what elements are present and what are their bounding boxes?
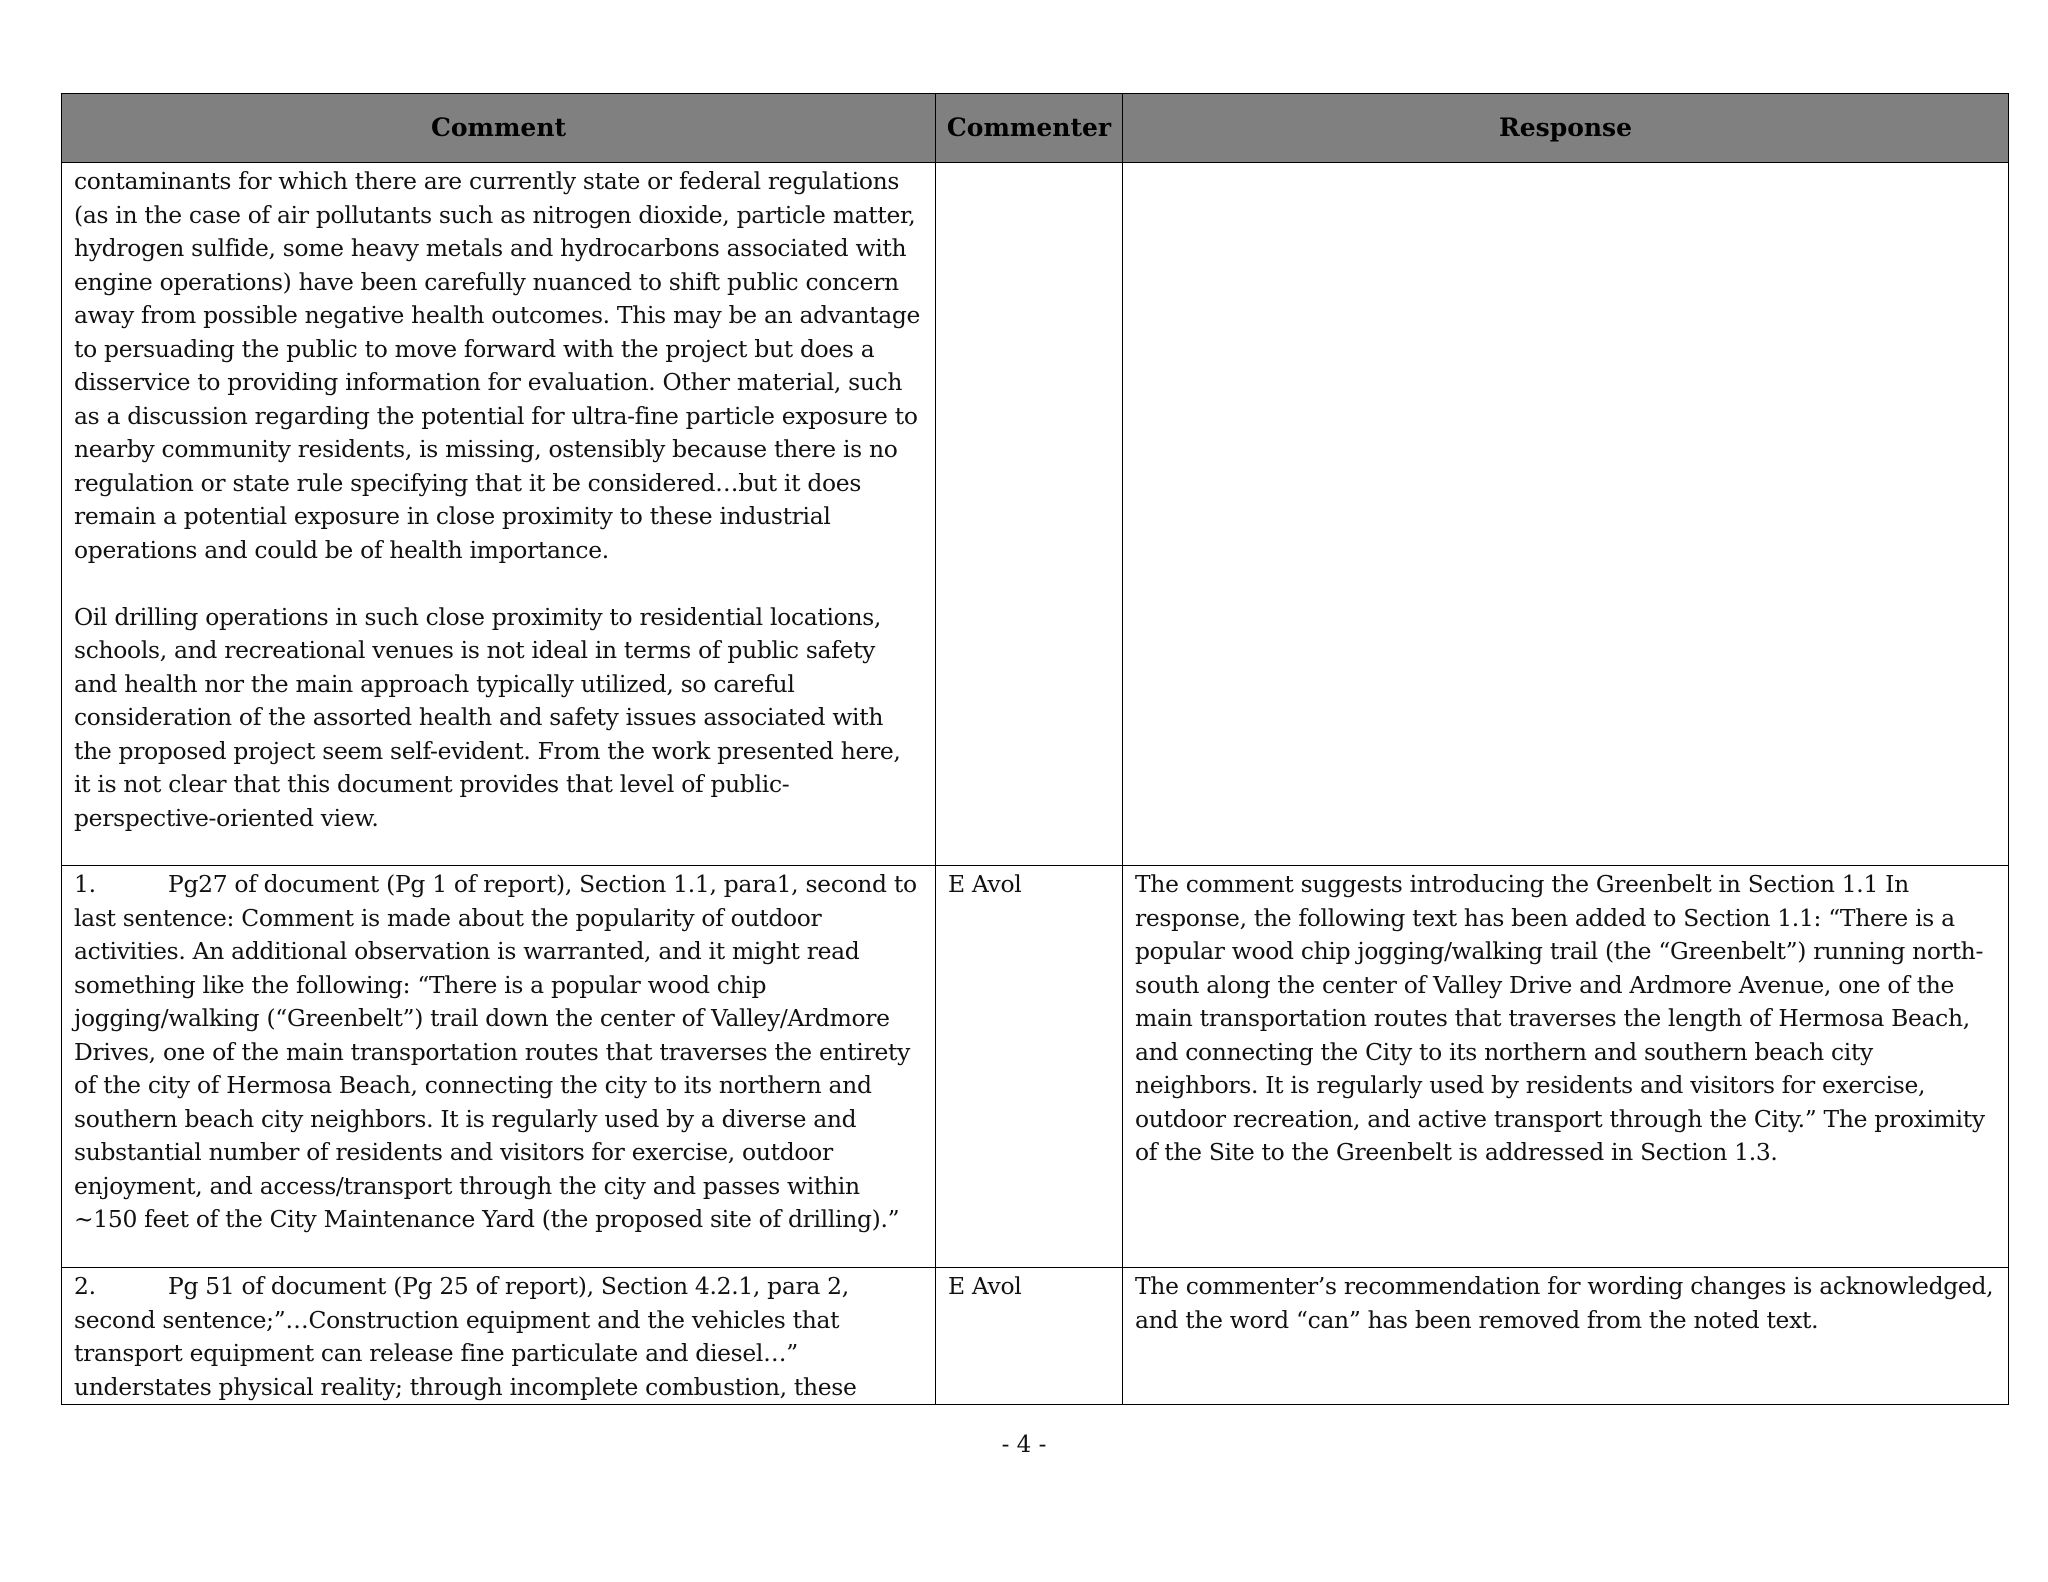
commenter-cell xyxy=(936,163,1123,866)
comment-paragraph: Oil drilling operations in such close proximity to residential locations, schools, and recreational venues is not ideal in terms of public safety and health nor the main approach typically utilized, so careful consideration of the assorted health and safety issues associated with the proposed project seem self-evident. From the work presented here, it is not clear that this document provides that level of public-perspective-oriented view. xyxy=(74,602,901,832)
header-comment: Comment xyxy=(62,94,936,163)
response-cell xyxy=(1123,163,2009,866)
header-row xyxy=(62,94,2009,163)
table-row xyxy=(62,866,2009,1268)
comment-response-table xyxy=(61,93,2009,1405)
table-row xyxy=(62,1268,2009,1405)
comment-cell xyxy=(62,866,936,1268)
response-cell: The comment suggests introducing the Greenbelt in Section 1.1 In response, the following text has been added to Section 1.1: “There is a popular wood chip jogging/walking trail (the “Greenbelt”) running north-south along the center of Valley Drive and Ardmore Avenue, one of the main transportation routes that traverses the length of Hermosa Beach, and connecting the City to its northern and southern beach city neighbors. It is regularly used by residents and visitors for exercise, outdoor recreation, and active transport through the City.” The proximity of the Site to the Greenbelt is addressed in Section 1.3. xyxy=(1123,866,2009,1268)
comment-paragraph: contaminants for which there are currently state or federal regulations (as in the case of air pollutants such as nitrogen dioxide, particle matter, hydrogen sulfide, some heavy metals and hydrocarbons associated with engine operations) have been carefully nuanced to shift public concern away from possible negative health outcomes. This may be an advantage to persuading the public to move forward with the project but does a disservice to providing information for evaluation. Other material, such as a discussion regarding the potential for ultra-fine particle exposure to nearby community residents, is missing, ostensibly because there is no regulation or state rule specifying that it be considered…but it does remain a potential exposure in close proximity to these industrial operations and could be of health importance. xyxy=(74,167,921,564)
header-commenter: Commenter xyxy=(936,94,1123,163)
table-body xyxy=(62,163,2009,1405)
comment-number: 2. xyxy=(74,1272,96,1300)
table-row xyxy=(62,163,2009,866)
comment-cell xyxy=(62,1268,936,1405)
comment-number: 1. xyxy=(74,870,96,898)
comment-cell xyxy=(62,163,936,866)
comment-text: Pg 51 of document (Pg 25 of report), Section 4.2.1, para 2, second sentence;”…Construction equipment and the vehicles that transport equipment can release fine particulate and diesel…” understates physical reality; through incomplete combustion, these xyxy=(74,1272,857,1401)
table-header xyxy=(62,94,2009,163)
commenter-cell: E Avol xyxy=(936,866,1123,1268)
header-response: Response xyxy=(1123,94,2009,163)
response-cell: The commenter’s recommendation for wording changes is acknowledged, and the word “can” has been removed from the noted text. xyxy=(1123,1268,2009,1405)
comment-text: Pg27 of document (Pg 1 of report), Section 1.1, para1, second to last sentence: Comment is made about the popularity of outdoor activities. An additional observation is warranted, and it might read something like the following: “There is a popular wood chip jogging/walking (“Greenbelt”) trail down the center of Valley/Ardmore Drives, one of the main transportation routes that traverses the entirety of the city of Hermosa Beach, connecting the city to its northern and southern beach city neighbors. It is regularly used by a diverse and substantial number of residents and visitors for exercise, outdoor enjoyment, and access/transport through the city and passes within ~150 feet of the City Maintenance Yard (the proposed site of drilling).” xyxy=(74,870,917,1233)
commenter-cell: E Avol xyxy=(936,1268,1123,1405)
page-number: - 4 - xyxy=(1001,1432,1047,1458)
